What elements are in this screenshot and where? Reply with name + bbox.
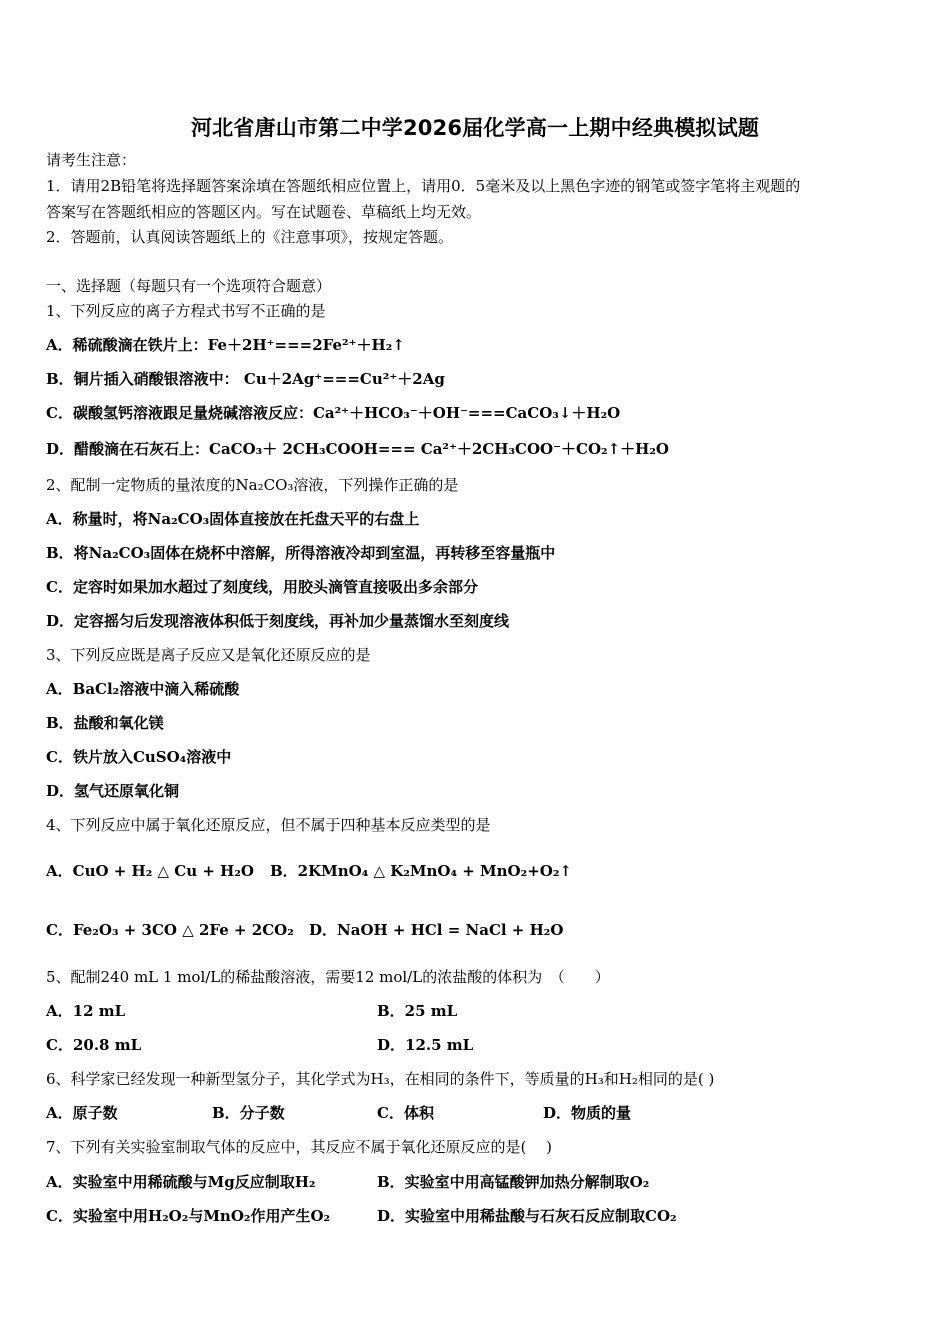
- question-6-option-a: A．原子数: [46, 1104, 118, 1122]
- question-3-option-a: A．BaCl₂溶液中滴入稀硫酸: [46, 680, 240, 698]
- question-3-option-c: C．铁片放入CuSO₄溶液中: [46, 748, 232, 766]
- question-1-option-d: D．醋酸滴在石灰石上：CaCO₃＋ 2CH₃COOH=== Ca²⁺＋2CH₃COO⁻＋CO₂↑＋H₂O: [46, 440, 669, 458]
- question-2-option-d: D．定容摇匀后发现溶液体积低于刻度线，再补加少量蒸馏水至刻度线: [46, 612, 510, 630]
- question-7-option-c: C．实验室中用H₂O₂与MnO₂作用产生O₂: [46, 1207, 331, 1225]
- question-5-option-a: A．12 mL: [46, 1002, 126, 1020]
- question-4-option-a: A．CuO + H₂ △ Cu + H₂O: [46, 862, 254, 880]
- section-heading: 一、选择题（每题只有一个选项符合题意）: [46, 277, 332, 295]
- question-7-stem: 7、下列有关实验室制取气体的反应中，其反应不属于氧化还原反应的是( ): [46, 1138, 553, 1156]
- question-7-option-d: D．实验室中用稀盐酸与石灰石反应制取CO₂: [377, 1207, 677, 1225]
- question-1-option-b: B．铜片插入硝酸银溶液中： Cu＋2Ag⁺===Cu²⁺＋2Ag: [46, 370, 445, 388]
- notice-item-1-line-2: 答案写在答题纸相应的答题区内。写在试题卷、草稿纸上均无效。: [46, 203, 482, 221]
- question-7-option-b: B．实验室中用高锰酸钾加热分解制取O₂: [377, 1173, 650, 1191]
- notice-item-1-line-1: 1．请用2B铅笔将选择题答案涂填在答题纸相应位置上，请用0．5毫米及以上黑色字迹的钢笔或签字笔将主观题的: [46, 177, 801, 195]
- question-2-stem: 2、配制一定物质的量浓度的Na₂CO₃溶液，下列操作正确的是: [46, 476, 459, 494]
- question-1-option-c: C．碳酸氢钙溶液跟足量烧碱溶液反应：Ca²⁺＋HCO₃⁻＋OH⁻===CaCO₃↓＋H₂O: [46, 404, 621, 422]
- question-1-option-a: A．稀硫酸滴在铁片上：Fe＋2H⁺===2Fe²⁺＋H₂↑: [46, 336, 405, 354]
- question-4-stem: 4、下列反应中属于氧化还原反应，但不属于四种基本反应类型的是: [46, 816, 491, 834]
- question-3-option-b: B．盐酸和氧化镁: [46, 714, 164, 732]
- page-title: 河北省唐山市第二中学2026届化学高一上期中经典模拟试题: [190, 116, 760, 140]
- question-2-option-c: C．定容时如果加水超过了刻度线，用胶头滴管直接吸出多余部分: [46, 578, 478, 596]
- question-4-option-c: C．Fe₂O₃ + 3CO △ 2Fe + 2CO₂: [46, 921, 294, 939]
- question-6-option-d: D．物质的量: [543, 1104, 632, 1122]
- question-7-option-a: A．实验室中用稀硫酸与Mg反应制取H₂: [46, 1173, 316, 1191]
- question-4-option-d: D．NaOH + HCl = NaCl + H₂O: [309, 921, 564, 939]
- question-6-option-c: C．体积: [377, 1104, 434, 1122]
- question-5-stem: 5、配制240 mL 1 mol/L的稀盐酸溶液，需要12 mol/L的浓盐酸的体积为 （ ）: [46, 968, 610, 986]
- question-6-stem: 6、科学家已经发现一种新型氢分子，其化学式为H₃，在相同的条件下，等质量的H₃和H₂相同的是( ): [46, 1070, 715, 1088]
- question-6-option-b: B．分子数: [212, 1104, 285, 1122]
- question-3-option-d: D．氢气还原氧化铜: [46, 782, 180, 800]
- question-2-option-a: A．称量时，将Na₂CO₃固体直接放在托盘天平的右盘上: [46, 510, 420, 528]
- question-5-option-c: C．20.8 mL: [46, 1036, 142, 1054]
- question-1-stem: 1、下列反应的离子方程式书写不正确的是: [46, 302, 326, 320]
- notice-item-2: 2．答题前，认真阅读答题纸上的《注意事项》，按规定答题。: [46, 228, 454, 246]
- question-4-option-b: B．2KMnO₄ △ K₂MnO₄ + MnO₂+O₂↑: [270, 862, 572, 880]
- question-2-option-b: B．将Na₂CO₃固体在烧杯中溶解，所得溶液冷却到室温，再转移至容量瓶中: [46, 544, 556, 562]
- question-3-stem: 3、下列反应既是离子反应又是氧化还原反应的是: [46, 646, 371, 664]
- question-5-option-b: B．25 mL: [377, 1002, 458, 1020]
- question-5-option-d: D．12.5 mL: [377, 1036, 474, 1054]
- notice-heading: 请考生注意：: [46, 151, 137, 169]
